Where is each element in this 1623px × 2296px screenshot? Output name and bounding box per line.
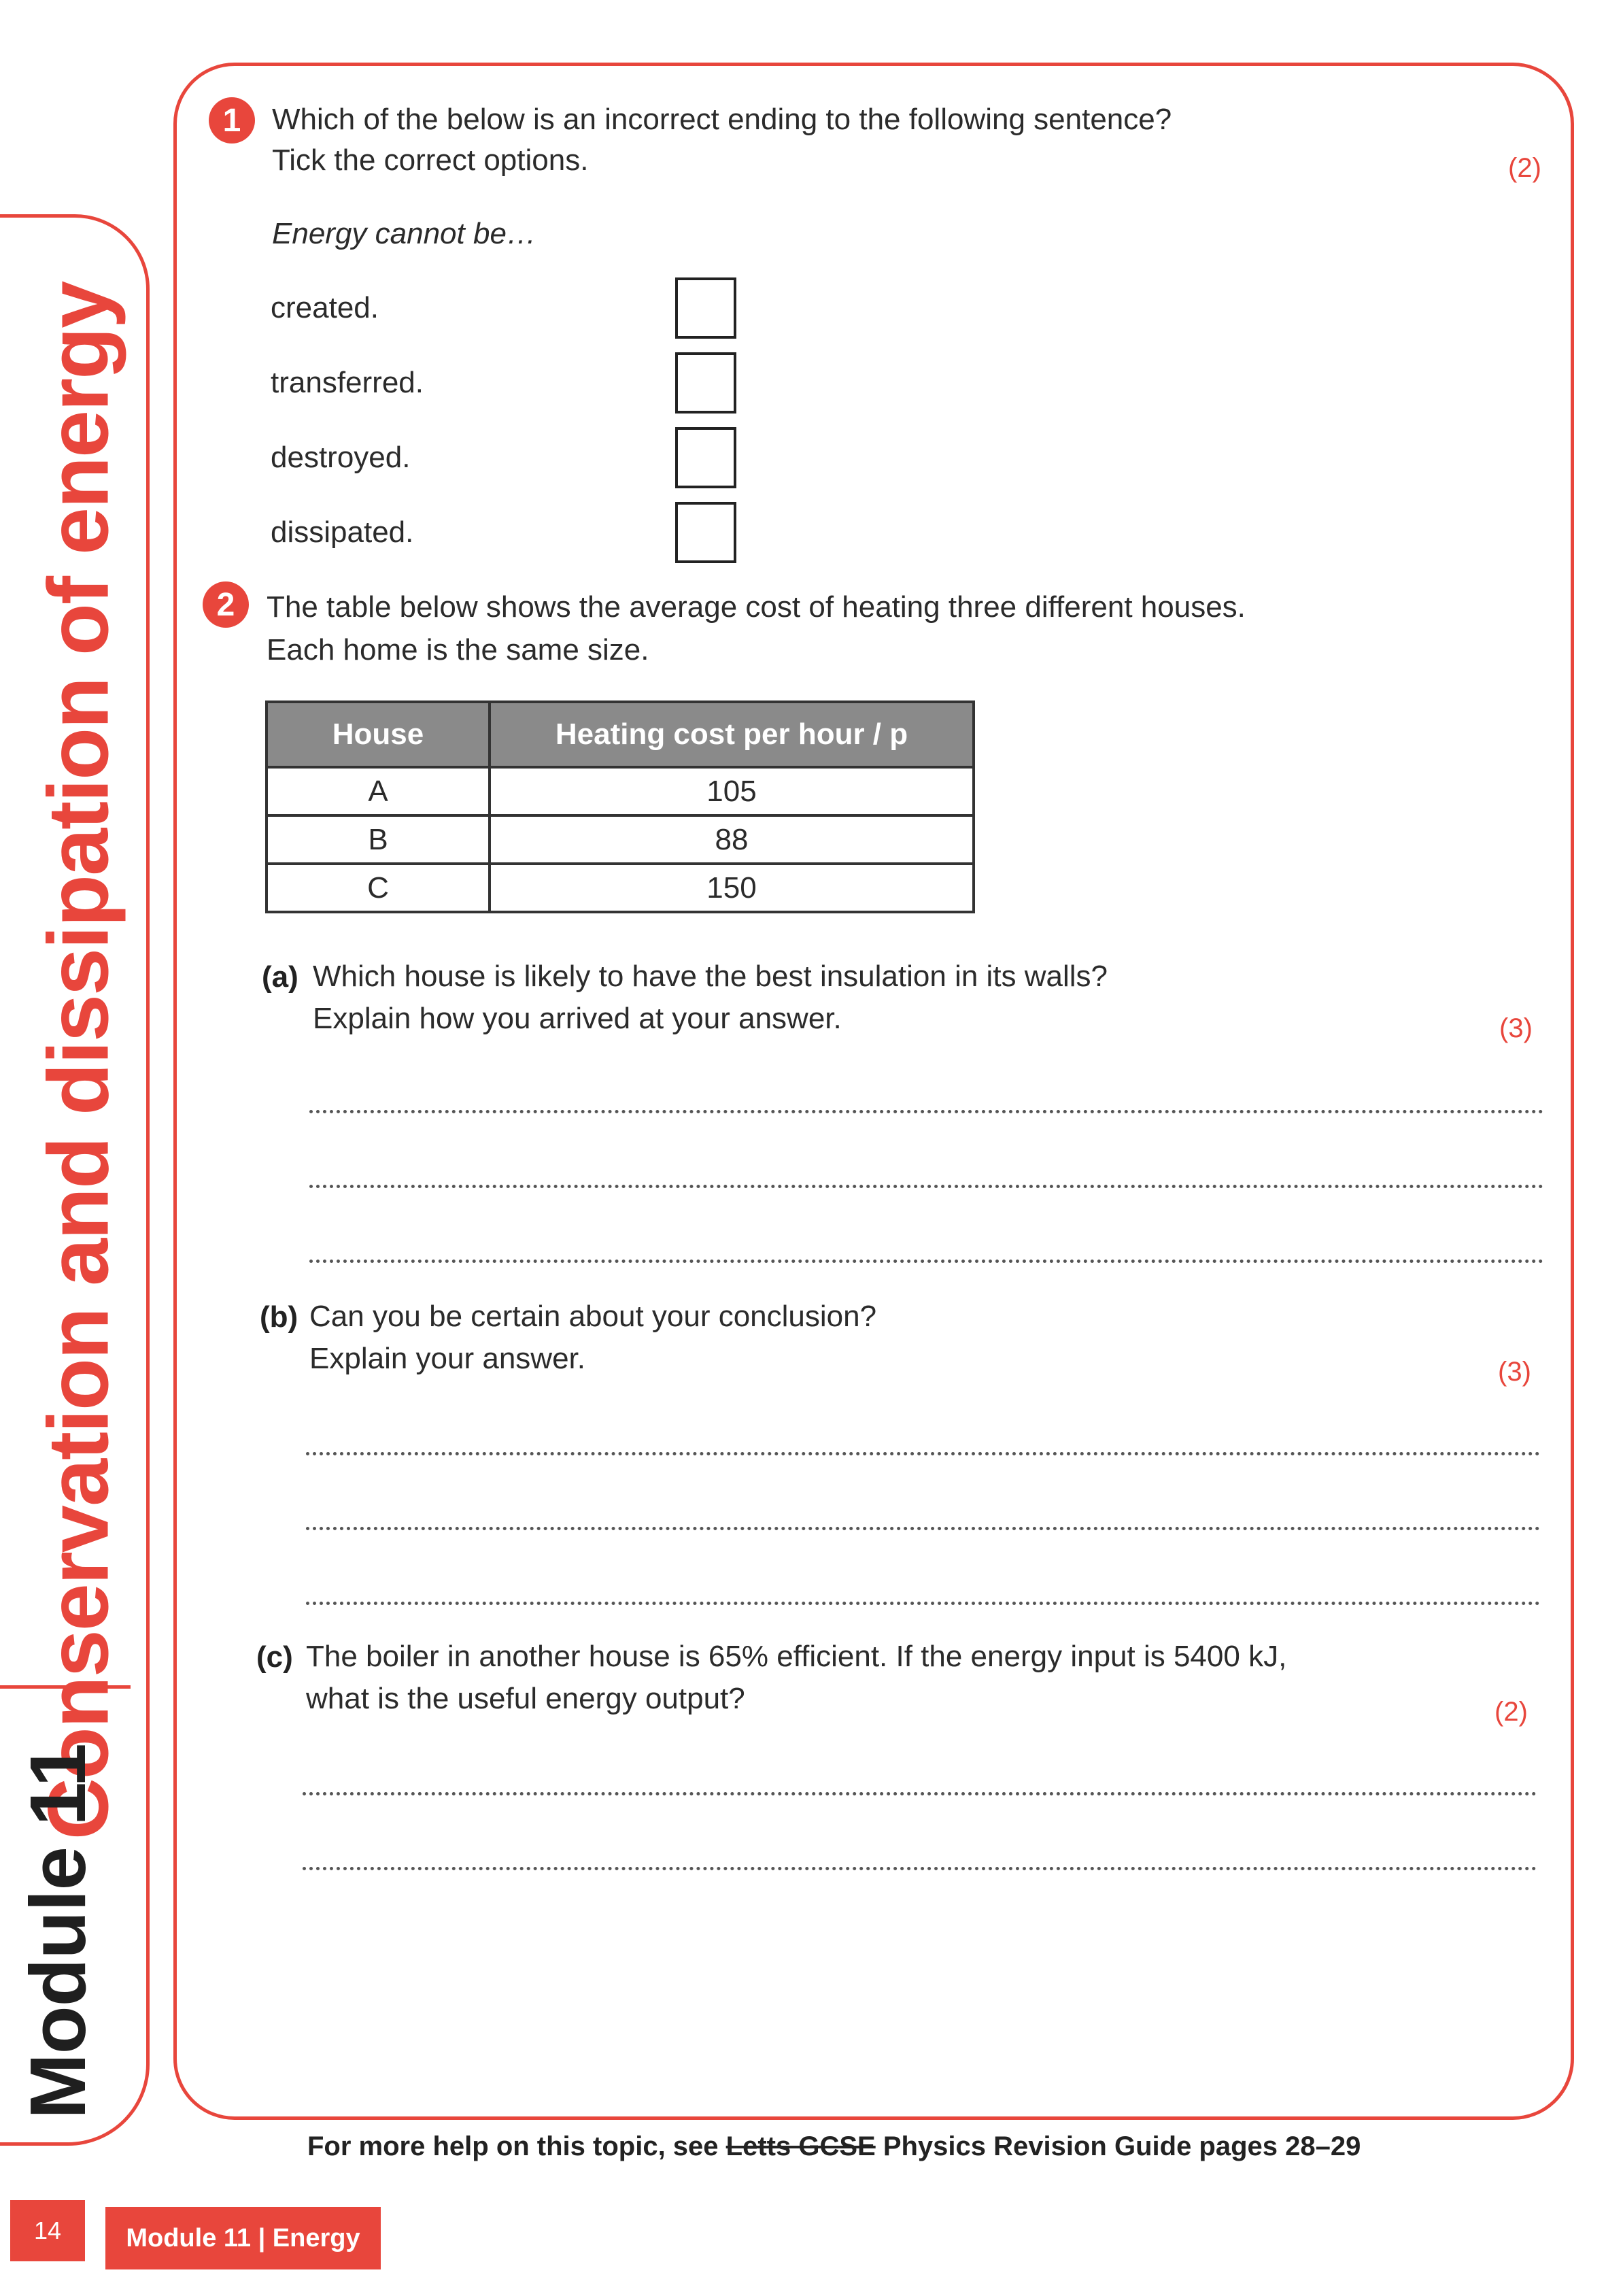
module-badge: Module 11 | Energy <box>105 2207 381 2269</box>
q1-prompt-line1: Which of the below is an incorrect ending to the following sentence? <box>272 103 1172 136</box>
q1-option-destroyed: destroyed. <box>271 441 411 474</box>
table-row <box>267 767 974 815</box>
heating-cost-table <box>265 700 975 913</box>
side-module-label: Module 11 <box>14 1744 102 2119</box>
q1-option-transferred: transferred. <box>271 366 424 399</box>
table-cell-cost: 150 <box>490 864 974 912</box>
tick-box-transferred[interactable] <box>675 352 736 413</box>
q1-marks: (2) <box>1508 153 1541 183</box>
table-header-house: House <box>267 702 490 767</box>
help-prefix: For more help on this topic, see <box>307 2131 726 2161</box>
side-title: Conservation and dissipation of energy <box>30 282 126 1840</box>
question-2-number: 2 <box>203 581 249 628</box>
tick-box-created[interactable] <box>675 277 736 339</box>
table-cell-house: B <box>267 815 490 864</box>
answer-line-b1[interactable] <box>306 1452 1540 1455</box>
answer-line-a2[interactable] <box>309 1185 1543 1188</box>
part-b-marks: (3) <box>1498 1357 1531 1387</box>
q1-option-created: created. <box>271 291 379 324</box>
question-1-number: 1 <box>209 97 255 144</box>
answer-line-b2[interactable] <box>306 1527 1540 1530</box>
q1-prompt-line2: Tick the correct options. <box>272 144 589 177</box>
part-c-marks: (2) <box>1494 1697 1528 1727</box>
part-a-marks: (3) <box>1499 1013 1533 1043</box>
part-c-line2: what is the useful energy output? <box>306 1682 745 1715</box>
answer-line-c1[interactable] <box>303 1792 1537 1795</box>
table-header-cost: Heating cost per hour / p <box>490 702 974 767</box>
q1-stem: Energy cannot be… <box>272 217 536 250</box>
part-b-label: (b) <box>260 1300 298 1334</box>
table-header-row <box>267 702 974 767</box>
q2-intro-line1: The table below shows the average cost of heating three different houses. <box>267 590 1246 624</box>
answer-line-c2[interactable] <box>303 1867 1537 1870</box>
table-cell-cost: 88 <box>490 815 974 864</box>
part-c-label: (c) <box>256 1640 293 1674</box>
part-a-line2: Explain how you arrived at your answer. <box>313 1002 842 1035</box>
answer-line-a1[interactable] <box>309 1110 1543 1113</box>
help-reference <box>307 2131 1361 2162</box>
q1-option-dissipated: dissipated. <box>271 516 414 549</box>
part-b-line1: Can you be certain about your conclusion? <box>309 1300 877 1333</box>
table-cell-cost: 105 <box>490 767 974 815</box>
page-number: 14 <box>10 2200 85 2261</box>
table-row <box>267 815 974 864</box>
table-cell-house: A <box>267 767 490 815</box>
part-a-label: (a) <box>262 960 298 994</box>
tick-box-destroyed[interactable] <box>675 427 736 488</box>
table-row <box>267 864 974 912</box>
answer-line-b3[interactable] <box>306 1602 1540 1605</box>
part-c-line1: The boiler in another house is 65% efficient. If the energy input is 5400 kJ, <box>306 1640 1287 1673</box>
help-brand: Letts GCSE <box>725 2131 876 2161</box>
tick-box-dissipated[interactable] <box>675 502 736 563</box>
help-suffix: Physics Revision Guide pages 28–29 <box>875 2131 1361 2161</box>
answer-line-a3[interactable] <box>309 1260 1543 1263</box>
part-b-line2: Explain your answer. <box>309 1342 585 1375</box>
part-a-line1: Which house is likely to have the best insulation in its walls? <box>313 960 1108 993</box>
q2-intro-line2: Each home is the same size. <box>267 633 649 666</box>
table-cell-house: C <box>267 864 490 912</box>
